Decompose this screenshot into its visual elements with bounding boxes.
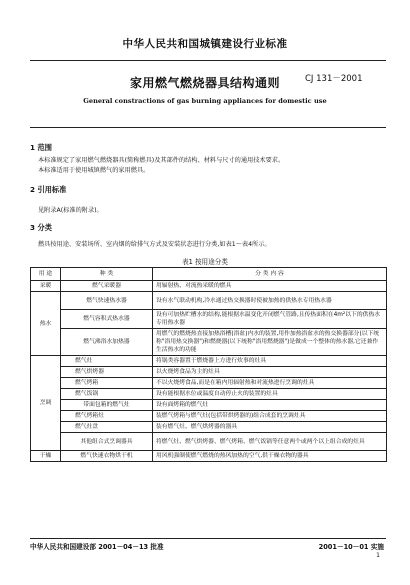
table-row [31, 281, 387, 292]
table-row [31, 367, 387, 378]
type-cell: 其他组合式烹调器具 [61, 433, 153, 451]
column-header-type: 种 类 [61, 268, 153, 281]
type-cell: 燃气灶盘 [61, 422, 153, 433]
content-cell: 用燃气的燃烧热直接加热浴槽(浴盆)内水的装置,用作加热浴盆水的热交换器部分(以下统称"浴用热交换器")和燃烧器(以下统称"浴用燃烧器")是做成一个整体的热水器,它还兼作生活热水的功能 [153, 329, 387, 356]
content-cell: 设有可加热贮槽水的结构,能根据水温变化开闭燃气管路,且传热面积在4m²以下的供热水专用热水器 [153, 310, 387, 329]
content-cell: 用风机强制使燃气燃烧的热风加热的空气,供干燥衣物的器具 [153, 451, 387, 462]
content-cell: 将燃气灶、燃气烘烤器、燃气烤箱、燃气饭锅等任意两个或两个以上组合成的灶具 [153, 433, 387, 451]
page-number: 1 [376, 552, 380, 559]
table-row [31, 310, 387, 329]
table-row [31, 400, 387, 411]
column-header-content: 分 类 内 容 [153, 268, 387, 281]
implementation-date: 2001－10－01 实施 [318, 543, 384, 551]
use-cell: 热水 [31, 292, 61, 356]
type-cell: 燃气烤箱 [61, 378, 153, 389]
table-row [31, 422, 387, 433]
table-row [31, 451, 387, 462]
title-divider [30, 127, 386, 128]
english-title: General constractions of gas burning appliances for domestic use [83, 97, 327, 105]
type-cell: 燃气灶 [61, 356, 153, 367]
content-cell: 装有燃气灶、燃气烘烤器的器具 [153, 422, 387, 433]
type-cell: 燃气快速热水器 [61, 292, 153, 310]
classification-table [30, 267, 387, 462]
content-cell: 装燃气烤箱与燃气灶(包括带烘烤器的)组合成套的烹调灶具 [153, 411, 387, 422]
table-row [31, 411, 387, 422]
footer-divider [30, 538, 386, 539]
type-cell: 燃气烤箱灶 [61, 411, 153, 422]
document-title: 家用燃气燃烧器具结构通则 [129, 76, 280, 90]
table-row [31, 389, 387, 400]
section-paragraph: 见附录A(标准的附录)。 [38, 207, 103, 214]
table-row [31, 292, 387, 310]
type-cell: 燃气采暖器 [61, 281, 153, 292]
standard-code: CJ 131－2001 [305, 74, 363, 84]
section-heading-classification: 3 分类 [30, 223, 52, 232]
header-divider [30, 60, 386, 61]
type-cell: 燃气沸浴水加热器 [61, 329, 153, 356]
section-heading-references: 2 引用标准 [30, 185, 67, 194]
content-cell: 以火烧烤食品为主的灶具 [153, 367, 387, 378]
table-row [31, 329, 387, 356]
type-cell: 燃气饭锅 [61, 389, 153, 400]
column-header-use: 用 途 [31, 268, 61, 281]
content-cell: 用辐射热、对流热采暖的燃具 [153, 281, 387, 292]
section-paragraph: 本标准规定了家用燃气燃烧器具(简称燃具)及其部件的结构、材料与尺寸的通用技术要求。 [38, 157, 285, 164]
table-row [31, 433, 387, 451]
table-caption: 表1 按用途分类 [182, 258, 228, 266]
approval-date: 中华人民共和国建设部 2001－04－13 批准 [30, 543, 164, 551]
type-cell: 燃气快速衣物烘干机 [61, 451, 153, 462]
table-header-row [31, 268, 387, 281]
type-cell: 带面包箱的燃气灶 [61, 400, 153, 411]
content-cell: 将锅类容器置于燃烧器上方进行炊事的灶具 [153, 356, 387, 367]
table-row [31, 378, 387, 389]
type-cell: 燃气烘烤器 [61, 367, 153, 378]
section-paragraph: 本标准适用于使用城镇燃气的家用燃具。 [38, 167, 150, 174]
section-heading-scope: 1 范围 [30, 143, 52, 152]
use-cell: 采暖 [31, 281, 61, 292]
issuing-organization: 中华人民共和国城镇建设行业标准 [122, 38, 288, 50]
content-cell: 设有面烤箱的燃气灶 [153, 400, 387, 411]
use-cell: 干燥 [31, 451, 61, 462]
content-cell: 不以火烧烤食品,而是在箱内用辐射热和对流热进行烹调的灶具 [153, 378, 387, 389]
type-cell: 燃气容积式热水器 [61, 310, 153, 329]
content-cell: 设有水气联动机构,冷水通过热交换器时使被加热的供热水专用热水器 [153, 292, 387, 310]
use-cell: 烹调 [31, 356, 61, 451]
table-row [31, 356, 387, 367]
section-paragraph: 燃具按用途、安装场所、室内烟的给排气方式及安装状态进行分类,如表1～表4所示。 [38, 241, 271, 248]
content-cell: 设有能根据水位或温度自动停止火的装置的灶具 [153, 389, 387, 400]
